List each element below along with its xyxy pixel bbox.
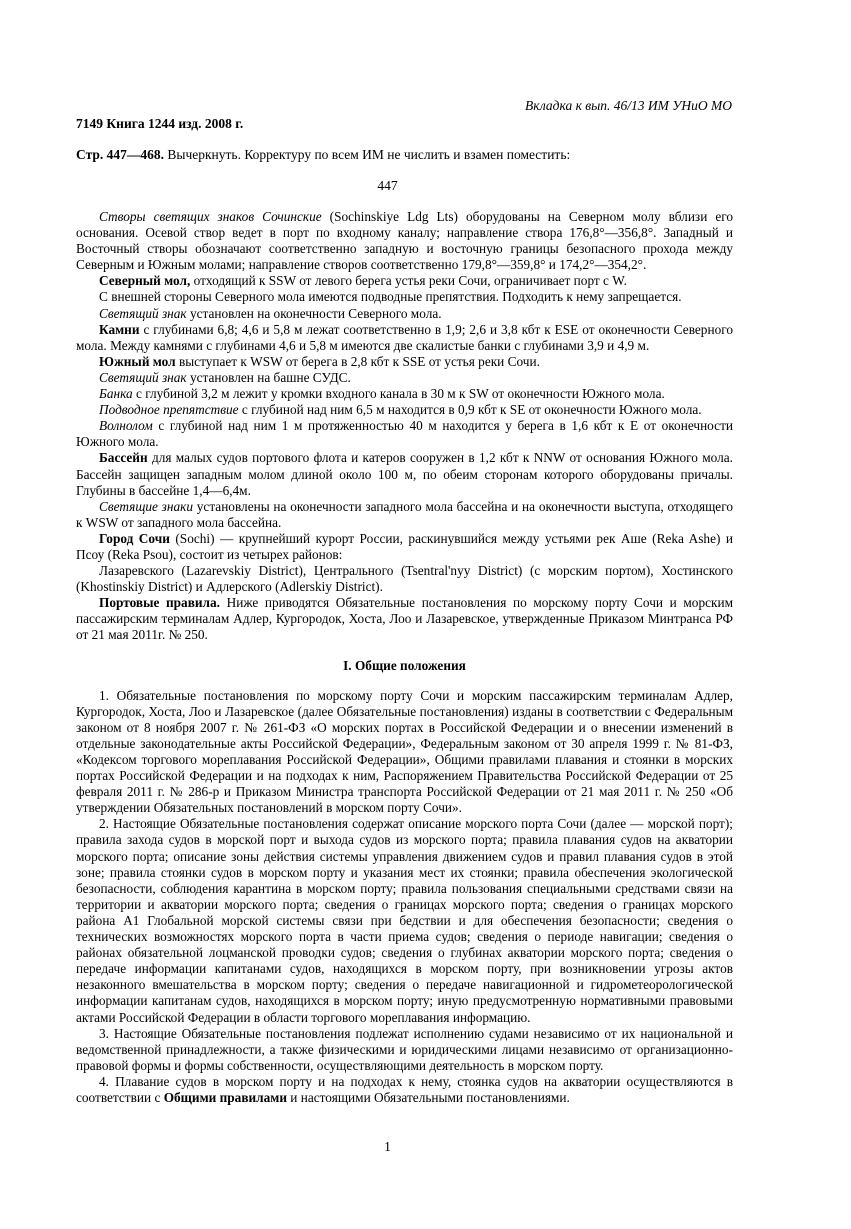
paragraph-text: отходящий к SSW от левого берега устья реки Сочи, ограничивает порт с W. (190, 273, 627, 289)
paragraph-text: Бассейн (99, 450, 148, 466)
insert-note: Вкладка к вып. 46/13 ИМ УНиО МО (525, 98, 732, 113)
paragraph-text: Створы светящих знаков Сочинские (99, 209, 322, 224)
book-reference: 7149 Книга 1244 изд. 2008 г. (76, 116, 244, 131)
numbered-item-text: 2. Настоящие Обязательные постановления содержат описание морского порта Сочи (далее — морской порт); правила захода судов в морской порт и выхода судов из морского порта; правила плавания судов на акватории морского порта; описание зоны действия системы управления движением судов и правил плавания судов в этой зоне; правила стоянки судов в морском порту и указания мест их стоянки; правила обеспечения экологической безопасности, соблюдения карантина в морском порту; правила пользования специальными средствами связи на территории и акватории морского порта; сведения о границах морского порта; сведения о границах морского района А1 Глобальной морской системы связи при бедствии и для обеспечения безопасности; сведения о технических возможностях морского порта в части приема судов; сведения о периоде навигации; сведения о районах обязательной лоцманской проводки судов; сведения о глубинах акватории морского порта; сведения о передаче информации капитанами судов, находящихся в морском порту, при возникновении угрозы актов незаконного вмешательства в морском порту; сведения о передаче навигационной и гидрометеорологической информации капитанам судов, находящихся в морском порту; иную предусмотренную нормативными правовыми актами Российской Федерации в области торгового мореплавания информацию. (76, 816, 733, 1025)
paragraph-text: Город Сочи (99, 530, 170, 546)
numbered-item (76, 688, 733, 817)
paragraph (76, 322, 733, 354)
numbered-item (76, 1026, 733, 1074)
paragraph-text: Портовые правила. (99, 595, 220, 611)
paragraph-text: Лазаревского (Lazarevskiy District), Центрального (Tsentral'nyy District) (с морским портом), Хостинского (Khostinskiy District) и Адлерского (Adlerskiy District). (76, 563, 733, 595)
correction-instruction (76, 147, 736, 163)
instruction-pages: Стр. 447—468. (76, 147, 165, 162)
numbered-item-text: 1. Обязательные постановления по морскому порту Сочи и морским пассажирским терминалам Адлер, Кургородок, Хоста, Лоо и Лазаревское (далее Обязательные постановления) изданы в соответствии с Федеральным законом от 8 ноября 2007 г. № 261-ФЗ «О морских портах в Российской Федерации и о внесении изменений в отдельные законодательные акты Российской Федерации», Федеральным законом от 30 апреля 1999 г. № 81-ФЗ, «Кодексом торгового мореплавания Российской Федерации», Общими правилами плавания и стоянки в морских портах Российской Федерации и на подходах к ним, Распоряжением Правительства Российской Федерации от 25 февраля 2011 г. № 286-р и Приказом Министра транспорта Российской Федерации от 21 мая 2011 г. № 250 «Об утверждении Обязательных постановлений в морском порту Сочи». (76, 687, 733, 816)
paragraph-text: (Sochi) — крупнейший курорт России, раскинувшийся между устьями рек Аше (Reka Ashe) и Псоу (Reka Psou), состоит из четырех районов: (76, 530, 734, 562)
numbered-item (76, 1074, 733, 1106)
paragraph-text: установлен на башне СУДС. (186, 369, 351, 385)
paragraph-text: Ниже приводятся Обязательные постановления по морскому порту Сочи и морским пассажирским терминалам Адлер, Кургородок, Хоста, Лоо и Лазаревское, утвержденные Приказом Минтранса РФ от 21 мая 2011г. № 250. (76, 595, 733, 643)
paragraph (76, 273, 733, 289)
paragraph-text: Северный мол, (99, 273, 191, 289)
paragraph-text: с глубиной 3,2 м лежит у кромки входного канала в 30 м к SW от оконечности Южного мола. (132, 386, 665, 402)
numbered-item-text: 4. Плавание судов в морском порту и на подходах к нему, стоянка судов на акватории осуществляются в соответствии с (76, 1073, 733, 1105)
paragraph-text: для малых судов портового флота и катеров сооружен в 1,2 кбт к NNW от основания Южного мола. Бассейн защищен западным молом длиной около 100 м, по обеим сторонам которого оборудованы причалы. Глубины в бассейне 1,4—6,4м. (76, 450, 733, 498)
paragraph-text: с глубинами 6,8; 4,6 и 5,8 м лежат соответственно в 1,9; 2,6 и 3,8 кбт к ESE от оконечности Северного мола. Между камнями с глубинами 4,6 и 5,8 м имеются две скалистые банки с глубинами 3,9 и 4,9 м. (76, 321, 733, 353)
paragraph-text: с глубиной над ним 1 м протяженностью 40 м находится у берега в 1,6 кбт к E от оконечности Южного мола. (76, 418, 733, 450)
numbered-items (76, 688, 733, 1106)
paragraph (76, 354, 733, 370)
paragraph-text: Волнолом (99, 418, 153, 434)
document-body (76, 209, 733, 1106)
paragraph-text: Камни (99, 321, 140, 337)
paragraph-text: Светящий знак (99, 369, 187, 385)
paragraph-text: с глубиной над ним 6,5 м находится в 0,9 кбт к SE от оконечности Южного мола. (238, 402, 702, 418)
paragraph-text: Южный мол (99, 353, 176, 369)
paragraph (76, 370, 733, 386)
paragraph (76, 595, 733, 643)
paragraph (76, 563, 733, 595)
paragraph (76, 418, 733, 450)
paragraph (76, 402, 733, 418)
paragraph (76, 499, 733, 531)
paragraph-text: установлен на оконечности Северного мола. (186, 305, 442, 321)
paragraph-text: Подводное препятствие (99, 402, 239, 418)
numbered-item-text: и настоящими Обязательными постановлениями. (286, 1089, 570, 1105)
numbered-item-text: 3. Настоящие Обязательные постановления подлежат исполнению судами независимо от их национальной и ведомственной принадлежности, а также физическими и юридическими лицами независимо от организационно-правовой формы и формы собственности, осуществляющими деятельность в морском порту. (76, 1025, 733, 1073)
description-paragraphs (76, 209, 733, 644)
instruction-text: Вычеркнуть. Корректуру по всем ИМ не числить и взамен поместить: (164, 147, 571, 162)
paragraph-text: (Sochinskiye Ldg Lts) оборудованы на Северном молу вблизи его основания. Осевой створ ведет в порт по входному каналу; направление створа 176,8°—356,8°. Западный и Восточный створы обозначают соответственно западную и восточную границы безопасного прохода между Северным и Южным молами; направление створов соответственно 179,8°—359,8° и 174,2°—354,2°. (76, 209, 733, 273)
paragraph (76, 531, 733, 563)
paragraph-text: выступает к WSW от берега в 2,8 кбт к SSE от устья реки Сочи. (175, 353, 540, 369)
paragraph-text: установлены на оконечности западного мола бассейна и на оконечности выступа, отходящего к WSW от западного мола бассейна. (76, 498, 733, 530)
page-number-top: 447 (377, 178, 398, 193)
paragraph-text: Светящие знаки (99, 498, 193, 514)
paragraph-text: Банка (99, 386, 133, 402)
paragraph (76, 289, 733, 305)
paragraph (76, 386, 733, 402)
paragraph (76, 306, 733, 322)
numbered-item-text: Общими правилами (163, 1089, 287, 1105)
page-number-bottom: 1 (384, 1139, 391, 1154)
paragraph-text: С внешней стороны Северного мола имеются подводные препятствия. Подходить к нему запрещается. (99, 289, 682, 305)
paragraph (76, 209, 733, 273)
paragraph-text: Светящий знак (99, 305, 187, 321)
section-title: I. Общие положения (343, 657, 466, 673)
numbered-item (76, 816, 733, 1025)
paragraph (76, 450, 733, 498)
